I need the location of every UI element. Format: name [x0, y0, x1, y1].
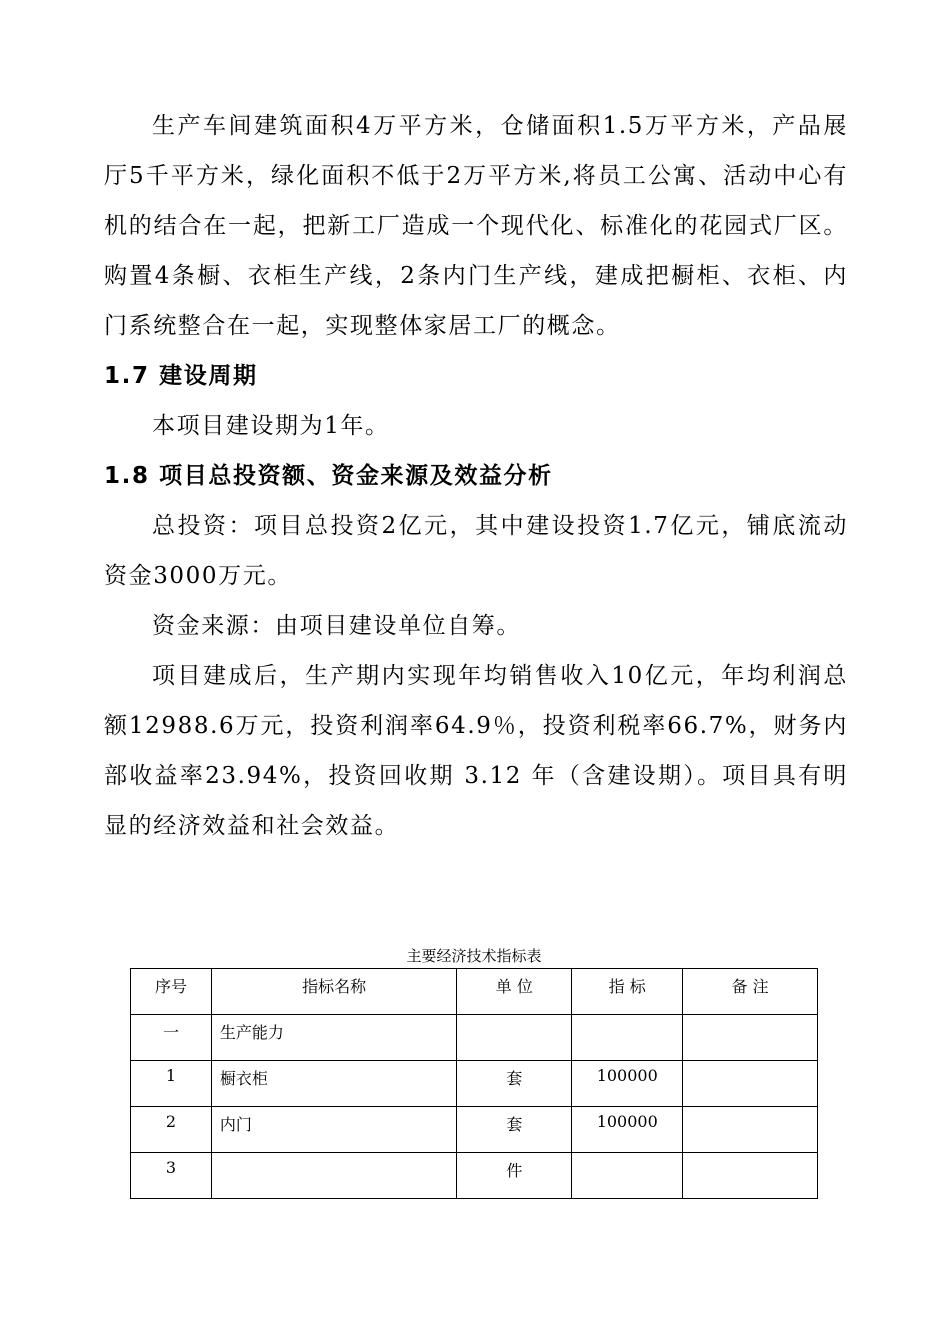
table-row: [131, 1153, 818, 1199]
body-text: [104, 101, 848, 851]
table-row: [131, 1015, 818, 1061]
table-row: [131, 1061, 818, 1107]
header-indicator-name: 指标名称: [211, 969, 457, 1015]
cell-remarks: [683, 1015, 818, 1061]
heading-investment: 1.8 项目总投资额、资金来源及效益分析: [104, 463, 553, 489]
cell-index: 1: [131, 1061, 212, 1107]
cell-index: 3: [131, 1153, 212, 1199]
paragraph-benefits: 项目建成后，生产期内实现年均销售收入10亿元，年均利润总额12988.6万元，投资利润率64.9％，投资利税率66.7%，财务内部收益率23.94%，投资回收期 3.12 年（含建设期）。项目具有明显的经济效益和社会效益。: [104, 663, 848, 839]
cell-remarks: [683, 1153, 818, 1199]
cell-unit: 套: [457, 1107, 572, 1153]
cell-indicator-name: 内门: [211, 1107, 457, 1153]
table-caption: 主要经济技术指标表: [406, 947, 542, 965]
indicators-table: [130, 968, 818, 1199]
table-row: [131, 1107, 818, 1153]
cell-index: 一: [131, 1015, 212, 1061]
cell-unit: 件: [457, 1153, 572, 1199]
cell-indicator-name: 橱衣柜: [211, 1061, 457, 1107]
paragraph-factory: 生产车间建筑面积4万平方米，仓储面积1.5万平方米，产品展厅5千平方米，绿化面积不低于2万平方米,将员工公寓、活动中心有机的结合在一起，把新工厂造成一个现代化、标准化的花园式厂区。购置4条橱、衣柜生产线，2条内门生产线，建成把橱柜、衣柜、内门系统整合在一起，实现整体家居工厂的概念。: [104, 113, 848, 339]
paragraph-total-investment: 总投资：项目总投资2亿元，其中建设投资1.7亿元，铺底流动资金3000万元。: [104, 513, 848, 589]
table-header-row: [131, 969, 818, 1015]
cell-unit: 套: [457, 1061, 572, 1107]
cell-indicator-name: 生产能力: [211, 1015, 457, 1061]
paragraph-construction-period: 本项目建设期为1年。: [152, 413, 390, 439]
header-remarks: 备 注: [683, 969, 818, 1015]
cell-indicator-name: [211, 1153, 457, 1199]
header-index: 序号: [131, 969, 212, 1015]
cell-value: 100000: [572, 1107, 683, 1153]
cell-remarks: [683, 1107, 818, 1153]
cell-value: [572, 1015, 683, 1061]
header-value: 指 标: [572, 969, 683, 1015]
header-unit: 单 位: [457, 969, 572, 1015]
cell-value: 100000: [572, 1061, 683, 1107]
cell-value: [572, 1153, 683, 1199]
paragraph-funding-source: 资金来源：由项目建设单位自筹。: [152, 613, 521, 639]
cell-remarks: [683, 1061, 818, 1107]
cell-index: 2: [131, 1107, 212, 1153]
heading-construction-period: 1.7 建设周期: [104, 363, 258, 389]
cell-unit: [457, 1015, 572, 1061]
